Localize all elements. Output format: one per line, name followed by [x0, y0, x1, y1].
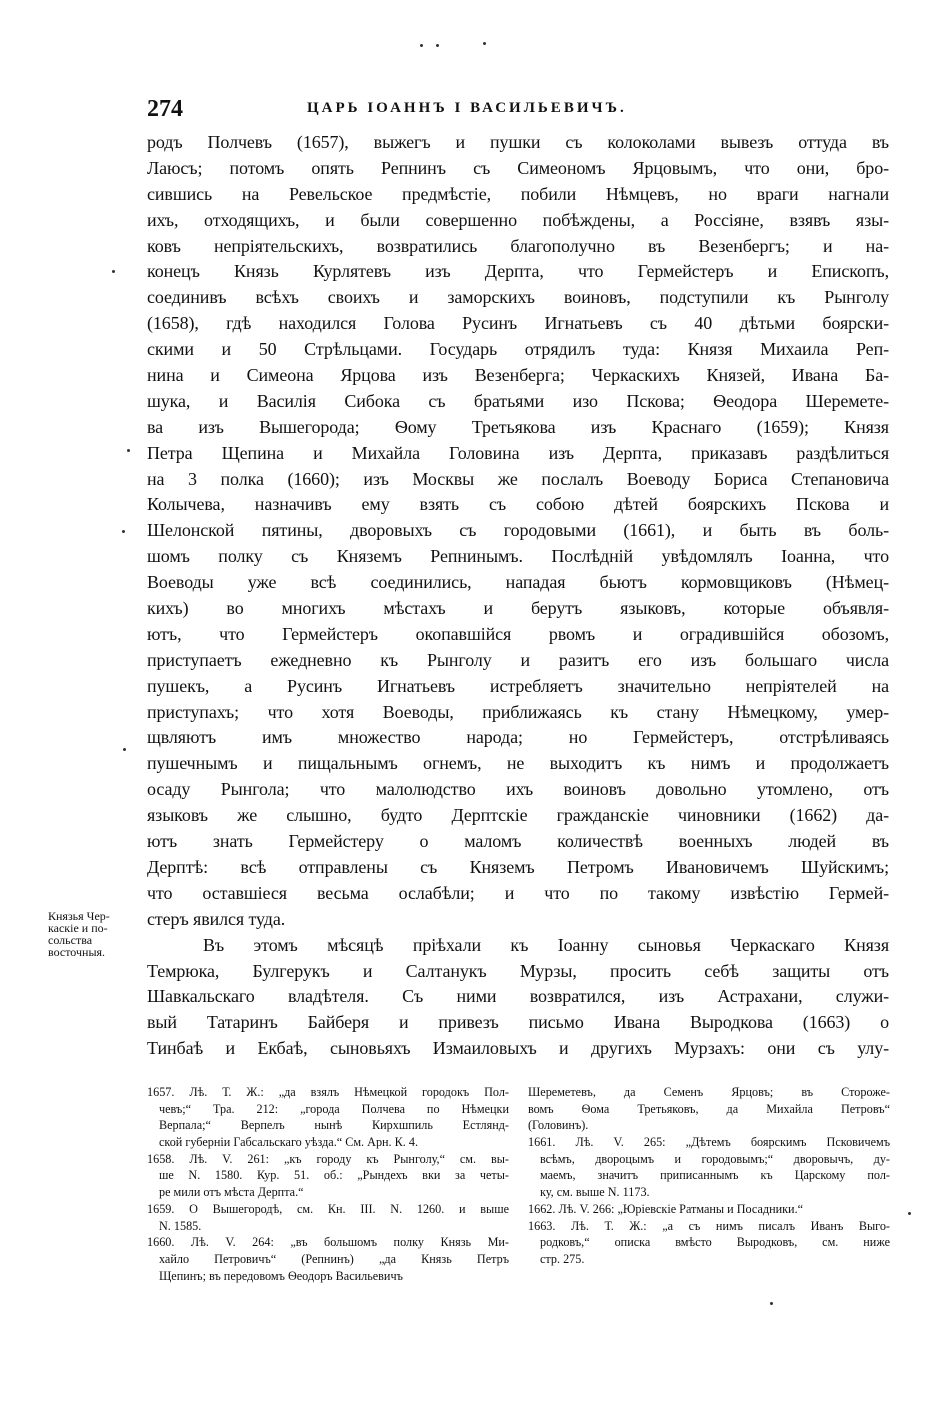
text-line: шука, и Василія Сибока съ братьями изо Пскова; Ѳеодора Шеремете-: [147, 390, 889, 411]
margin-note-line: каскіе и по-: [48, 921, 108, 935]
footnote-line: 1662. Лѣ. V. 266: „Юріевскіе Ратманы и Посадники.“: [528, 1201, 804, 1216]
text-line: на 3 полка (1660); изъ Москвы же послалъ Воеводу Бориса Степановича: [147, 468, 889, 489]
footnote-line: 1658. Лѣ. V. 261: „къ городу къ Рынголу,“ см. вы-: [147, 1151, 509, 1166]
text-line: Дерптѣ: всѣ отправлены съ Княземъ Петромъ Ивановичемъ Шуйскимъ;: [147, 856, 889, 877]
footnote-line: Верпала;“ Верпелъ нынѣ Кирхшпиль Естлянд-: [159, 1118, 509, 1133]
text-line: приступаетъ ежедневно къ Рынголу и разитъ его изъ большаго числа: [147, 649, 889, 670]
text-line: вый Татаринъ Байберя и привезъ письмо Ивана Выродкова (1663) о: [147, 1012, 889, 1033]
footnote-line: родковъ,“ описка вмѣсто Выродковъ, см. ниже: [540, 1235, 890, 1250]
footnotes-left-column: [147, 1084, 509, 1284]
running-title: ЦАРЬ ІОАННЪ І ВАСИЛЬЕВИЧЪ.: [307, 100, 627, 116]
footnote-line: маемъ, значитъ приписаннымъ къ Царскому пол-: [540, 1168, 890, 1183]
footnote-line: стр. 275.: [540, 1251, 585, 1266]
footnote-line: ской губерніи Габсальскаго уѣзда.“ См. Арн. К. 4.: [159, 1135, 419, 1150]
footnote-line: Шереметевъ, да Семенъ Ярцовъ; въ Стороже-: [528, 1085, 890, 1099]
scan-speck: [436, 44, 439, 47]
text-line: Въ этомъ мѣсяцѣ пріѣхали къ Іоанну сыновья Черкаскаго Князя: [203, 934, 889, 955]
text-line: шомъ полку съ Княземъ Репнинымъ. Послѣдній увѣдомлялъ Іоанна, что: [147, 546, 889, 567]
text-line: скими и 50 Стрѣльцами. Государь отрядилъ туда: Князя Михаила Реп-: [147, 339, 889, 360]
margin-note: [48, 910, 146, 958]
page-number: 274: [147, 96, 183, 122]
main-text: [147, 130, 889, 1062]
text-line: ва изъ Вышегорода; Ѳому Третьякова изъ Краснаго (1659); Князя: [147, 416, 889, 437]
text-line: ютъ, что Гермейстеръ окопавшійся рвомъ и оградившійся обозомъ,: [147, 623, 889, 644]
text-line: нина и Симеона Ярцова изъ Везенберга; Черкаскихъ Князей, Ивана Ба-: [147, 365, 889, 386]
scan-speck: [908, 1212, 911, 1215]
text-line: Петра Щепина и Михайла Головина изъ Дерпта, приказавъ раздѣлиться: [147, 442, 889, 463]
scan-speck: [420, 44, 423, 47]
text-line: Воеводы уже всѣ соединились, нападая бьютъ кормовщиковъ (Нѣмец-: [147, 572, 889, 593]
text-line: осаду Рынгола; что малолюдство ихъ воиновъ довольно утомлено, отъ: [147, 779, 889, 800]
text-line: ковъ непріятельскихъ, возвратились благополучно въ Везенбергъ; и на-: [147, 235, 889, 256]
text-line: щвляютъ имъ множество народа; но Гермейстеръ, отстрѣливаясь: [147, 727, 889, 748]
footnote-line: ше N. 1580. Кур. 51. об.: „Рындехъ вки за четы-: [159, 1168, 509, 1183]
footnote-line: ре мили отъ мѣста Дерпта.“: [159, 1185, 304, 1200]
text-line: Шелонской пятины, дворовыхъ съ городовыми (1661), и быть въ боль-: [147, 520, 889, 541]
text-line: что оставшіеся весьма ослабѣли; и что по такому извѣстію Гермей-: [147, 882, 889, 903]
footnote-line: 1661. Лѣ. V. 265: „Дѣтемъ боярскимъ Псковичемъ: [528, 1135, 890, 1150]
text-line: пушекъ, а Русинъ Игнатьевъ истребляетъ значительно непріятелей на: [147, 675, 889, 696]
text-line: Тинбаѣ и Екбаѣ, сыновьяхъ Измаиловыхъ и другихъ Мурзахъ: они съ улу-: [147, 1038, 889, 1059]
scan-speck: [770, 1302, 773, 1305]
footnote-line: хайло Петровичъ“ (Репнинъ) „да Князь Петръ: [159, 1251, 509, 1266]
footnotes-right-column: [528, 1084, 890, 1268]
footnote-line: 1660. Лѣ. V. 264: „въ большомъ полку Князь Ми-: [147, 1235, 509, 1250]
text-line: Темрюка, Булгерукъ и Салтанукъ Мурзы, просить себѣ защиты отъ: [147, 960, 889, 981]
footnote-line: 1663. Лѣ. Т. Ж.: „а съ нимъ писалъ Иванъ Выго-: [528, 1218, 890, 1233]
scan-speck: [127, 449, 130, 452]
text-line: Лаюсъ; потомъ опять Репнинъ съ Симеономъ Ярцовымъ, что они, бро-: [147, 157, 889, 178]
footnote-line: всѣмъ, двороцымъ и городовымъ;“ дворовычъ, ду-: [540, 1151, 890, 1166]
text-line: Шавкальскаго владѣтеля. Съ ними возвратился, изъ Астрахани, служи-: [147, 986, 889, 1007]
footnote-line: 1657. Лѣ. Т. Ж.: „да взялъ Нѣмецкой городокъ Пол-: [147, 1085, 509, 1099]
margin-note-line: Князья Чер-: [48, 909, 110, 923]
scan-speck: [123, 748, 126, 751]
footnote-line: ку, см. выше N. 1173.: [540, 1185, 650, 1200]
text-line: родъ Полчевъ (1657), выжегъ и пушки съ колоколами вывезъ оттуда въ: [147, 132, 889, 152]
scan-speck: [122, 530, 125, 533]
margin-note-line: сольства: [48, 933, 93, 947]
text-line: конецъ Князь Курлятевъ изъ Дерпта, что Гермейстеръ и Епископъ,: [147, 261, 889, 282]
margin-note-line: восточныя.: [48, 945, 106, 959]
text-line: кихъ) во многихъ мѣстахъ и берутъ языковъ, которые объявля-: [147, 598, 889, 619]
text-line: приступахъ; что хотя Воеводы, приближаясь къ стану Нѣмецкому, умер-: [147, 701, 889, 722]
footnote-line: вомъ Ѳома Третьяковъ, да Михайла Петровъ“: [528, 1101, 890, 1116]
footnote-line: Щепинъ; въ передовомъ Ѳеодоръ Васильевичъ: [159, 1268, 403, 1283]
text-line: (1658), гдѣ находился Голова Русинъ Игнатьевъ съ 40 дѣтьми боярски-: [147, 313, 889, 334]
scan-speck: [112, 270, 115, 273]
text-line: соединивъ всѣхъ своихъ и заморскихъ воиновъ, подступили къ Рынголу: [147, 287, 889, 308]
text-line: сившись на Ревельское предмѣстіе, побили Нѣмцевъ, но враги нагнали: [147, 183, 889, 204]
text-line: языковъ же слышно, будто Дерптскіе гражданскіе чиновники (1662) да-: [147, 805, 889, 826]
text-line: Колычева, назначивъ ему взять съ собою дѣтей боярскихъ Пскова и: [147, 494, 889, 515]
footnote-line: N. 1585.: [159, 1218, 202, 1233]
text-line: стеръ явился туда.: [147, 908, 286, 929]
footnote-line: (Головинъ).: [528, 1118, 589, 1133]
footnote-line: чевъ;“ Тра. 212: „города Полчева по Нѣмецки: [159, 1101, 509, 1116]
scan-speck: [483, 42, 486, 45]
text-line: ютъ знать Гермейстеру о маломъ количествѣ военныхъ людей въ: [147, 831, 889, 852]
text-line: ихъ, отходящихъ, и были совершенно побѣждены, а Россіяне, взявъ язы-: [147, 209, 889, 230]
text-line: пушечнымъ и пищальнымъ огнемъ, не выходитъ къ нимъ и продолжаетъ: [147, 753, 889, 774]
footnote-line: 1659. О Вышегородѣ, см. Кн. III. N. 1260. и выше: [147, 1201, 509, 1216]
page-header: [147, 96, 889, 126]
